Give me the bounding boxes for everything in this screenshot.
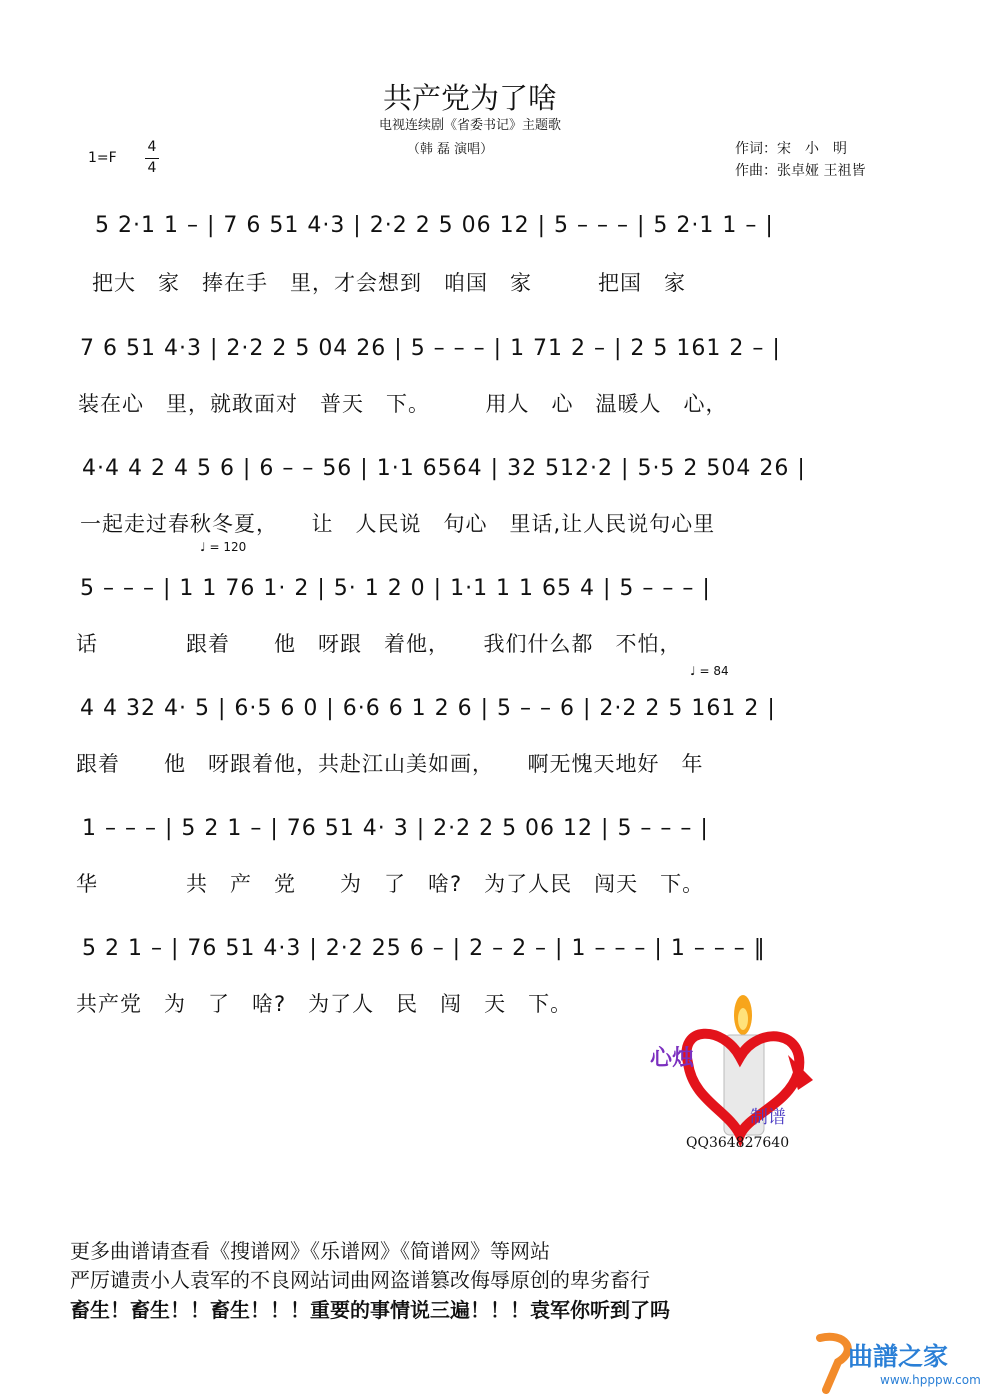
system-6-notes: 1 – – – | 5 2 1 – | 76 51 4· 3 | 2·2 2 5 06 12 | 5 – – – | <box>82 816 709 841</box>
composer: 作曲：张卓娅 王祖皆 <box>735 163 866 179</box>
system-5-lyrics: 跟着 他 呀跟着他，共赴江山美如画， 啊无愧天地好 年 <box>76 752 704 776</box>
system-5-notes: 4 4 32 4· 5 | 6·5 6 0 | 6·6 6 1 2 6 | 5 – – 6 | 2·2 2 5 161 2 | <box>80 696 776 721</box>
candle-logo <box>648 985 818 1160</box>
system-2-notes: 7 6 51 4·3 | 2·2 2 5 04 26 | 5 – – – | 1 71 2 – | 2 5 161 2 – | <box>80 336 781 361</box>
system-7-notes: 5 2 1 – | 76 51 4·3 | 2·2 25 6 – | 2 – 2 – | 1 – – – | 1 – – – ‖ <box>82 936 766 961</box>
tempo-mark-2: ♩ = 84 <box>690 664 729 678</box>
song-subtitle: 电视连续剧《省委书记》主题歌 <box>378 118 561 133</box>
brand-name: 曲譜之家 <box>848 1342 949 1371</box>
system-4-notes: 5 – – – | 1 1 76 1· 2 | 5· 1 2 0 | 1·1 1 1 65 4 | 5 – – – | <box>80 576 711 601</box>
footer-line-1: 更多曲谱请查看《搜谱网》《乐谱网》《简谱网》等网站 <box>70 1239 550 1263</box>
system-6-lyrics: 华 共 产 党 为 了 啥? 为了人民 闯天 下。 <box>76 872 705 896</box>
candle-icon <box>648 985 818 1160</box>
time-bottom: 4 <box>147 160 157 176</box>
system-1-lyrics: 把大 家 捧在手 里，才会想到 咱国 家 把国 家 <box>92 271 686 295</box>
footer-line-3: 畜生！畜生！！畜生！！！重要的事情说三遍！！！袁军你听到了吗 <box>70 1298 670 1322</box>
logo-qq: QQ364827640 <box>686 1135 790 1151</box>
system-1-notes: 5 2·1 1 – | 7 6 51 4·3 | 2·2 2 5 06 12 | 5 – – – | 5 2·1 1 – | <box>95 213 774 238</box>
system-4-lyrics: 话 跟着 他 呀跟 着他， 我们什么都 不怕， <box>76 632 682 656</box>
key-signature: 1=F <box>88 150 117 166</box>
lyricist: 作词：宋 小 明 <box>735 141 847 157</box>
time-top: 4 <box>147 139 157 155</box>
song-title: 共产党为了啥 <box>382 81 557 115</box>
logo-sub: 制谱 <box>750 1107 786 1128</box>
system-7-lyrics: 共产党 为 了 啥? 为了人 民 闯 天 下。 <box>76 992 573 1016</box>
system-3-notes: 4·4 4 2 4 5 6 | 6 – – 56 | 1·1 6564 | 32 512·2 | 5·5 2 504 26 | <box>82 456 806 481</box>
system-3-lyrics: 一起走过春秋冬夏， 让 人民说 句心 里话,让人民说句心里 <box>80 512 716 536</box>
tempo-mark-1: ♩ = 120 <box>200 540 247 554</box>
credits <box>735 138 865 182</box>
singer: （韩 磊 演唱） <box>406 142 494 157</box>
footer-line-2: 严厉谴责小人袁军的不良网站词曲网盗谱篡改侮辱原创的卑劣畜行 <box>70 1268 650 1292</box>
brand-url: www.hpppw.com <box>880 1373 981 1387</box>
system-2-lyrics: 装在心 里，就敢面对 普天 下。 用人 心 温暖人 心， <box>78 392 728 416</box>
logo-text: 心烛 <box>650 1046 695 1071</box>
time-signature <box>145 138 159 178</box>
